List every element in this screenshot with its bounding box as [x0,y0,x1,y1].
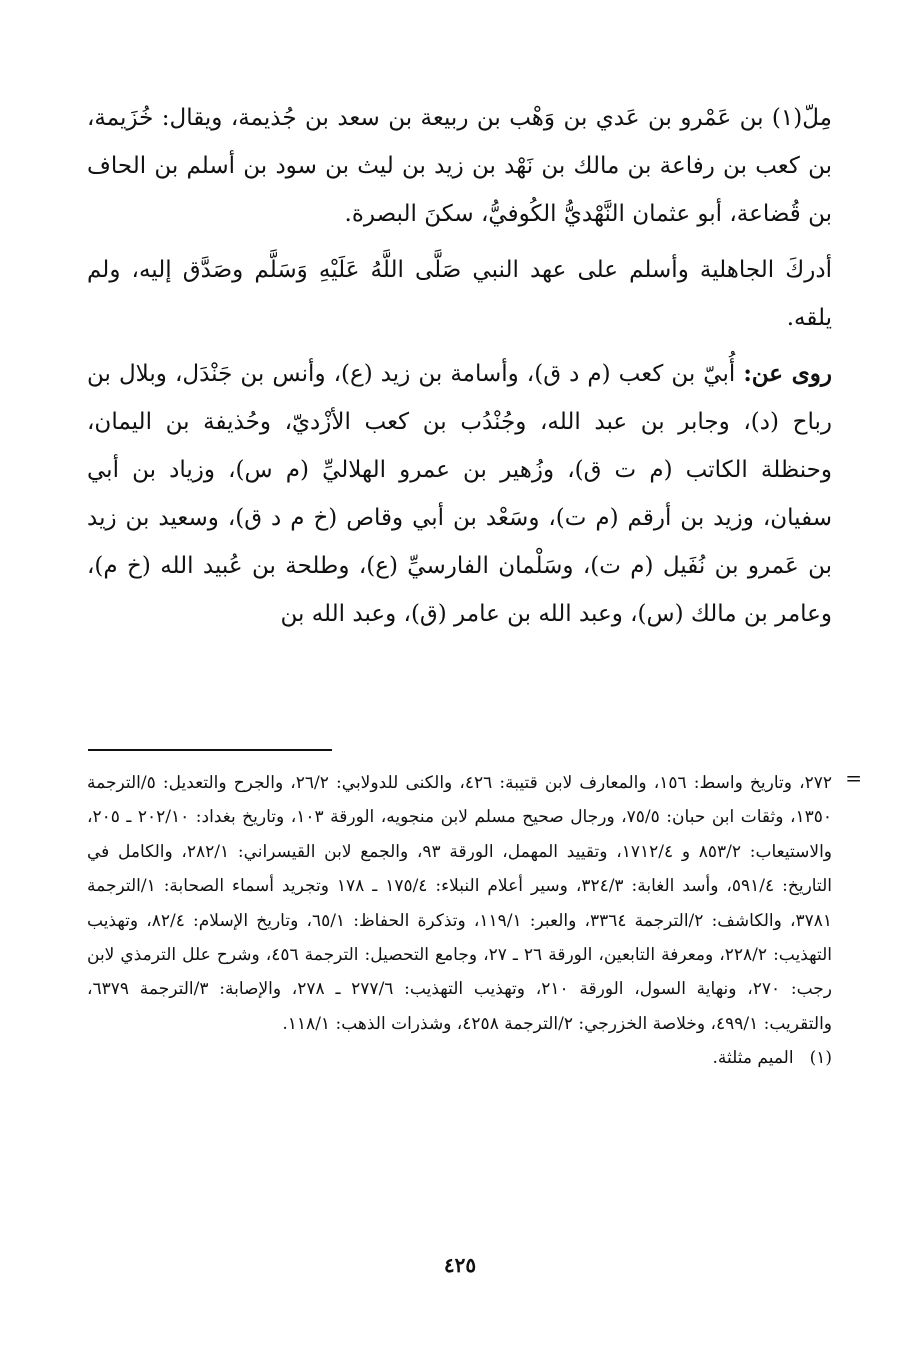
main-text [87,94,832,638]
biography-paragraph-lineage: مِلّ(١) بن عَمْرو بن عَدي بن وَهْب بن ربيعة بن سعد بن جُذيمة، ويقال: خُزَيمة، بن كعب بن رفاعة بن مالك بن نَهْد بن زيد بن ليث بن سود بن أسلم بن الحاف بن قُضاعة، أبو عثمان النَّهْديُّ الكُوفيُّ، سكنَ البصرة. [87,105,832,227]
footnote-1 [87,1041,832,1075]
narrated-from-label: روى عن: [743,360,832,387]
footnote-continuation-mark: = [845,766,862,790]
biography-paragraph-narrators [87,350,832,638]
footnote-number: (١) [809,1048,832,1069]
footnote-sources: ٢٧٢، وتاريخ واسط: ١٥٦، والمعارف لابن قتيبة: ٤٢٦، والكنى للدولابي: ٢٦/٢، والجرح والتعديل: ٥/الترجمة ١٣٥٠، وثقات ابن حبان: ٧٥/٥، ورجال صحيح مسلم لابن منجويه، الورقة ١٠٣، وتاريخ بغداد: ٢٠٢/١٠ ـ ٢٠٥، والاستيعاب: ٨٥٣/٢ و ١٧١٢/٤، وتقييد المهمل، الورقة ٩٣، والجمع لابن القيسراني: ٢٨٢/١، والكامل في التاريخ: ٥٩١/٤، وأسد الغابة: ٣٢٤/٣، وسير أعلام النبلاء: ١٧٥/٤ ـ ١٧٨ وتجريد أسماء الصحابة: ١/الترجمة ٣٧٨١، والكاشف: ٢/الترجمة ٣٣٦٤، والعبر: ١١٩/١، وتذكرة الحفاظ: ٦٥/١، وتاريخ الإسلام: ٨٢/٤، وتهذيب التهذيب: ٢٢٨/٢، ومعرفة التابعين، الورقة ٢٦ ـ ٢٧، وجامع التحصيل: الترجمة ٤٥٦، وشرح علل الترمذي لابن رجب: ٢٧٠، ونهاية السول، الورقة ٢١٠، وتهذيب التهذيب: ٢٧٧/٦ ـ ٢٧٨، والإصابة: ٣/الترجمة ٦٣٧٩، والتقريب: ٤٩٩/١، وخلاصة الخزرجي: ٢/الترجمة ٤٢٥٨، وشذرات الذهب: ١١٨/١. [87,773,833,1034]
page-number: ٤٢٥ [443,1253,477,1277]
biography-paragraph-life: أدركَ الجاهلية وأسلم على عهد النبي صَلَّى اللَّهُ عَلَيْهِ وَسَلَّم وصَدَّق إليه، ولم يلقه. [87,257,832,331]
narrated-from-list: أُبيّ بن كعب (م د ق)، وأسامة بن زيد (ع)، وأنس بن جَنْدَل، وبلال بن رباح (د)، وجابر بن عبد الله، وجُنْدُب بن كعب الأزْديّ، وحُذيفة بن اليمان، وحنظلة الكاتب (م ت ق)، وزُهير بن عمرو الهلاليِّ (م س)، وزياد بن أبي سفيان، وزيد بن أرقم (م ت)، وسَعْد بن أبي وقاص (خ م د ق)، وسعيد بن زيد بن عَمرو بن نُفَيل (م ت)، وسَلْمان الفارسيِّ (ع)، وطلحة بن عُبيد الله (خ م)، وعامر بن مالك (س)، وعبد الله بن عامر (ق)، وعبد الله بن [87,361,832,627]
footnote-separator [88,749,332,751]
footnote-text: الميم مثلثة. [712,1048,794,1069]
footnotes [87,766,832,1075]
